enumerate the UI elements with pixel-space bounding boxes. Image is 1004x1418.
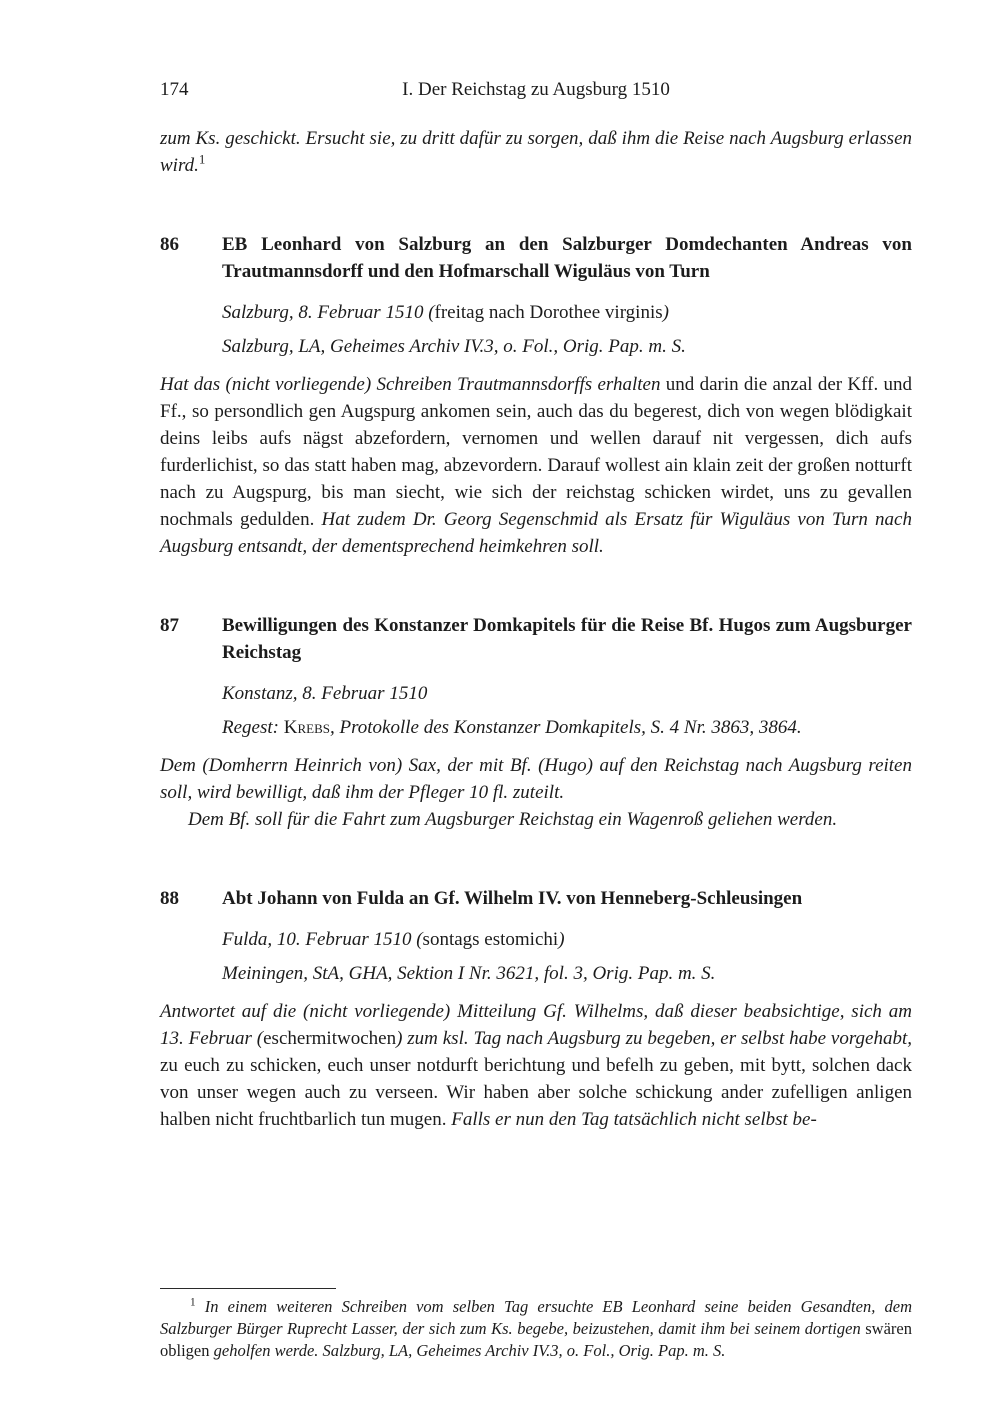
carryover-paragraph: zum Ks. geschickt. Ersucht sie, zu dritt dafür zu sorgen, daß ihm die Reise nach Augsburg erlassen wird.$^1$ — [160, 128, 912, 176]
entry-date-line: Fulda, 10. Februar 1510 (sontags estomichi) — [222, 929, 565, 950]
entry-heading — [160, 612, 912, 666]
page-header — [160, 76, 912, 103]
footnote-1: $^1$ In einem weiteren Schreiben vom selben Tag ersuchte EB Leonhard seine beiden Gesandten, dem Salzburger Bürger Ruprecht Lasser, der sich zum Ks. begebe, beizustehen, damit ihm bei seinem dortigen swären obligen geholfen werde. Salzburg, LA, Geheimes Archiv IV.3, o. Fol., Orig. Pap. m. S. — [160, 1296, 912, 1360]
entry-source-line: Meiningen, StA, GHA, Sektion I Nr. 3621, fol. 3, Orig. Pap. m. S. — [222, 963, 716, 984]
entry-87 — [160, 612, 912, 833]
entry-body-paragraph: Hat das (nicht vorliegende) Schreiben Trautmannsdorffs erhalten und darin die anzal der Kff. und Ff., so persondlich gen Augspurg ankomen sein, auch das du begerest, dich von wegen blödigkait deins leibs aufs nägst abzefordern, vernomen und wellen darauf nit vergessen, dich aufs furderlichist, so das statt haben mag, abzevordern. Darauf wollest ain klain zeit der großen notturft nach zu Augspurg, bis man siecht, wie sich der reichstag schicken wirdet, uns zu gevallen nochmals gedulden. Hat zudem Dr. Georg Segenschmid als Ersatz für Wiguläus von Turn nach Augsburg entsandt, der dementsprechend heimkehren soll. — [160, 374, 912, 557]
footnote-section — [160, 1264, 912, 1362]
entry-regest-line: Regest: Krebs, Protokolle des Konstanzer Domkapitels, S. 4 Nr. 3863, 3864. — [222, 717, 802, 738]
entry-heading — [160, 885, 912, 912]
page-number: 174 — [160, 79, 189, 100]
entry-86 — [160, 231, 912, 560]
entry-title: Bewilligungen des Konstanzer Domkapitels für die Reise Bf. Hugos zum Augsburger Reichstag — [222, 615, 912, 663]
entry-source-line: Salzburg, LA, Geheimes Archiv IV.3, o. Fol., Orig. Pap. m. S. — [222, 336, 686, 357]
footnote-separator — [160, 1288, 336, 1289]
entry-number: 86 — [160, 234, 179, 255]
entry-number: 87 — [160, 615, 179, 636]
entry-body-paragraph: Dem (Domherrn Heinrich von) Sax, der mit Bf. (Hugo) auf den Reichstag nach Augsburg reiten soll, wird bewilligt, daß ihm der Pfleger 10 fl. zuteilt. — [160, 755, 912, 803]
running-header: I. Der Reichstag zu Augsburg 1510 — [402, 79, 670, 100]
entry-title: EB Leonhard von Salzburg an den Salzburger Domdechanten Andreas von Trautmannsdorff und den Hofmarschall Wiguläus von Turn — [222, 234, 912, 282]
entry-body-paragraph: Antwortet auf die (nicht vorliegende) Mitteilung Gf. Wilhelms, daß dieser beabsichtige, sich am 13. Februar (eschermitwochen) zum ksl. Tag nach Augsburg zu begeben, er selbst habe vorgehabt, zu euch zu schicken, euch unser notdurft berichtung und befelh zu geben, mit bytt, solchen dack von unser wegen auch zu verseen. Wir haben aber solche schickung ander zufelligen anligen halben nicht fruchtbarlich tun mugen. Falls er nun den Tag tatsächlich nicht selbst be- — [160, 1001, 912, 1130]
entry-date-line: Salzburg, 8. Februar 1510 (freitag nach Dorothee virginis) — [222, 302, 669, 323]
entry-88 — [160, 885, 912, 1133]
entry-date-line: Konstanz, 8. Februar 1510 — [222, 683, 428, 704]
entry-number: 88 — [160, 888, 179, 909]
entry-body-paragraph: Dem Bf. soll für die Fahrt zum Augsburger Reichstag ein Wagenroß geliehen werden. — [188, 809, 838, 830]
entry-heading — [160, 231, 912, 285]
entry-title: Abt Johann von Fulda an Gf. Wilhelm IV. von Henneberg-Schleusingen — [222, 888, 803, 909]
